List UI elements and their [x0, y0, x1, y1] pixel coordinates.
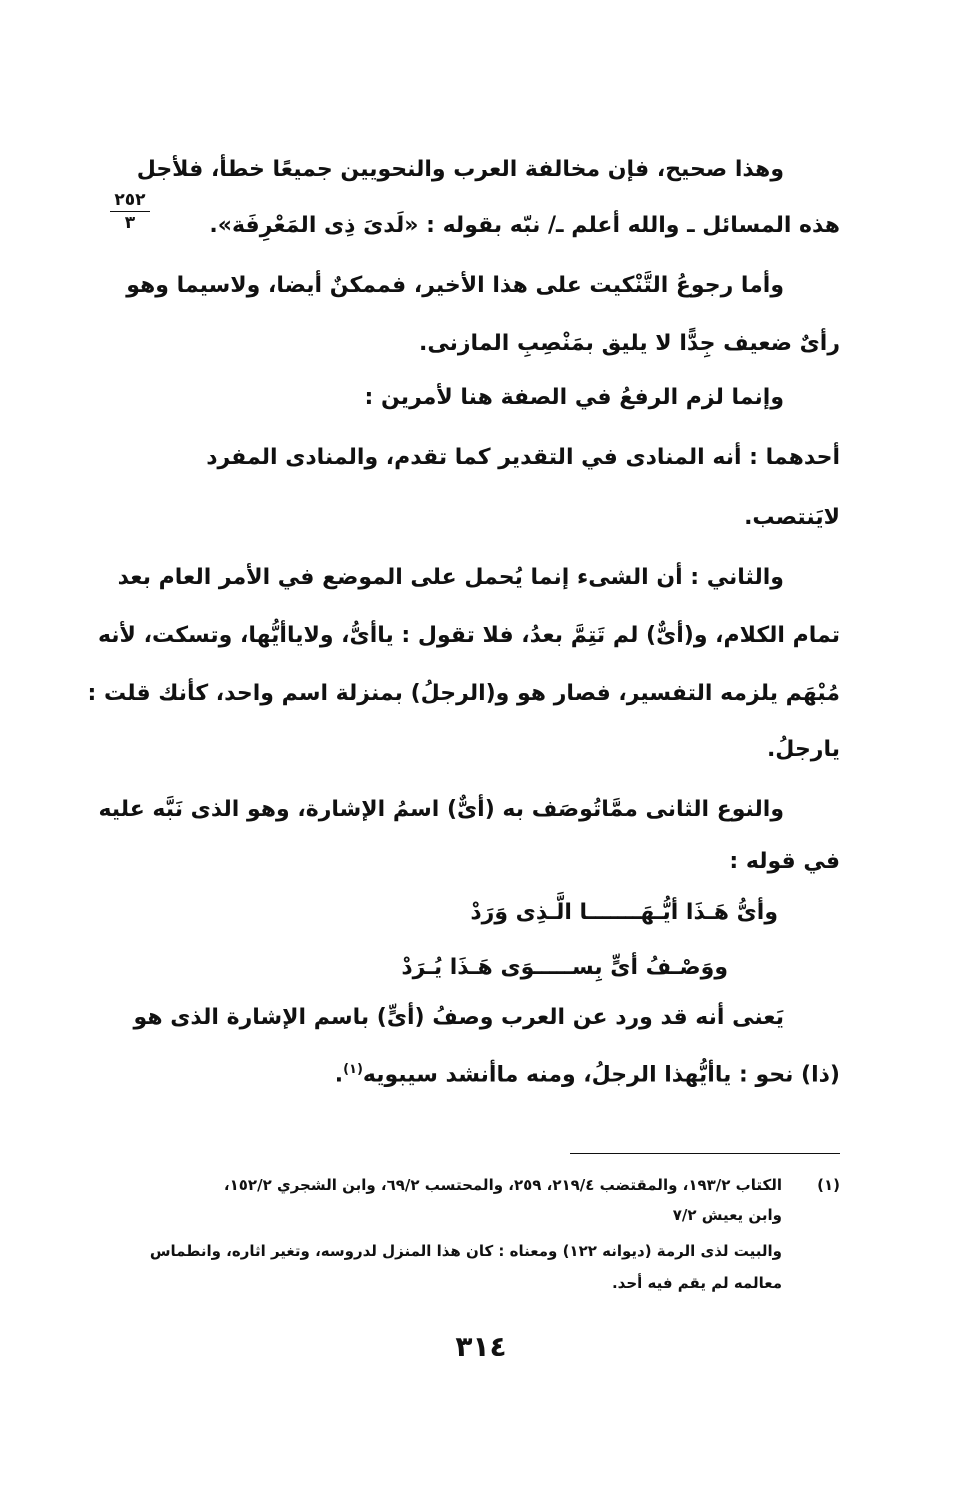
text-line: لايَنتصب.: [744, 505, 840, 530]
page-number: ٣١٤: [455, 1330, 507, 1363]
main-text-continued: [133, 998, 840, 1118]
text-line: تمام الكلام، و(أىٌّ) لم تَتِمَّ بعدُ، فلا تقول : ياأىُّ، ولاياأيُّها، وتسكت، لأنه: [97, 623, 840, 648]
text-line: مُبْهَم يلزمه التفسير، فصار هو و(الرجلُ) بمنزلة اسم واحد، كأنك قلت :: [87, 681, 840, 706]
text-line: والنوع الثانى ممَّاتُوصَف به (أىٌّ) اسمُ الإشارة، وهو الذى نَبَّه عليه: [98, 797, 784, 822]
footnote: [150, 1170, 840, 1300]
margin-ref-divider: [110, 211, 150, 212]
footnote-line: وابن يعيش ٧/٢: [672, 1206, 782, 1224]
footnote-marker: (١): [817, 1176, 840, 1194]
text-line: في قوله :: [729, 849, 840, 874]
text-line: والثاني : أن الشىء إنما يُحمل على الموضع في الأمر العام بعد: [117, 565, 784, 590]
margin-ref-top: ٢٥٢: [114, 190, 146, 210]
text-line-content: (ذا) نحو : ياأيُّهذا الرجلُ، ومنه ماأنشد سيبويه: [362, 1062, 840, 1088]
text-line: (ذا) نحو : ياأيُّهذا الرجلُ، ومنه ماأنشد سيبويه$^{(١)}$.: [334, 1062, 840, 1088]
margin-reference: [108, 190, 152, 233]
footnote-line: الكتاب ١٩٣/٢، والمقتضب ٢١٩/٤، ٢٥٩، والمحتسب ٦٩/٢، وابن الشجري ١٥٢/٢،: [223, 1176, 782, 1194]
text-line: وهذا صحيح، فإن مخالفة العرب والنحويين جميعًا خطأ، فلأجل: [136, 157, 784, 182]
footnote-separator: [570, 1153, 840, 1154]
text-line: وأما رجوعُ التَّنْكيت على هذا الأخير، فممكنٌ أيضا، ولاسيما وهو: [126, 273, 784, 298]
text-line: يارجلُ.: [766, 737, 840, 762]
text-line: هذه المسائل ـ والله أعلم ـ/ نبّه بقوله : «لَدىَ ذِى المَعْرِفَة».: [209, 213, 840, 238]
footnote-line: معالمه لم يقم فيه أحد.: [611, 1274, 782, 1292]
margin-ref-bottom: ٣: [124, 213, 136, 233]
footnote-line: والبيت لذى الرمة (ديوانه ١٢٢) ومعناه : كان هذا المنزل لدروسه، وتغير اثاره، وانطماس: [149, 1242, 782, 1260]
verse-line-1: وأىُّ هَـذَا أيُّـهَـــــــا الَّـذِى وَرَدْ: [470, 900, 778, 925]
text-line: يَعنى أنه قد ورد عن العرب وصفُ (أىٍّ) باسم الإشارة الذى هو: [133, 1005, 784, 1030]
text-line: وإنما لزم الرفعُ في الصفة هنا لأمرين :: [364, 385, 784, 410]
footnote-reference[interactable]: (١): [343, 1062, 363, 1077]
text-line: أحدهما : أنه المنادى في التقدير كما تقدم، والمنادى المفرد: [206, 445, 840, 470]
verse-line-2: ووَصْـفُ أىٍّ بِســـــوَى هَـذَا يُـرَدْ: [401, 955, 728, 980]
text-line: رأىٌ ضعيف جِدًّا لا يليق بمَنْصِبِ المازنى.: [418, 331, 840, 356]
